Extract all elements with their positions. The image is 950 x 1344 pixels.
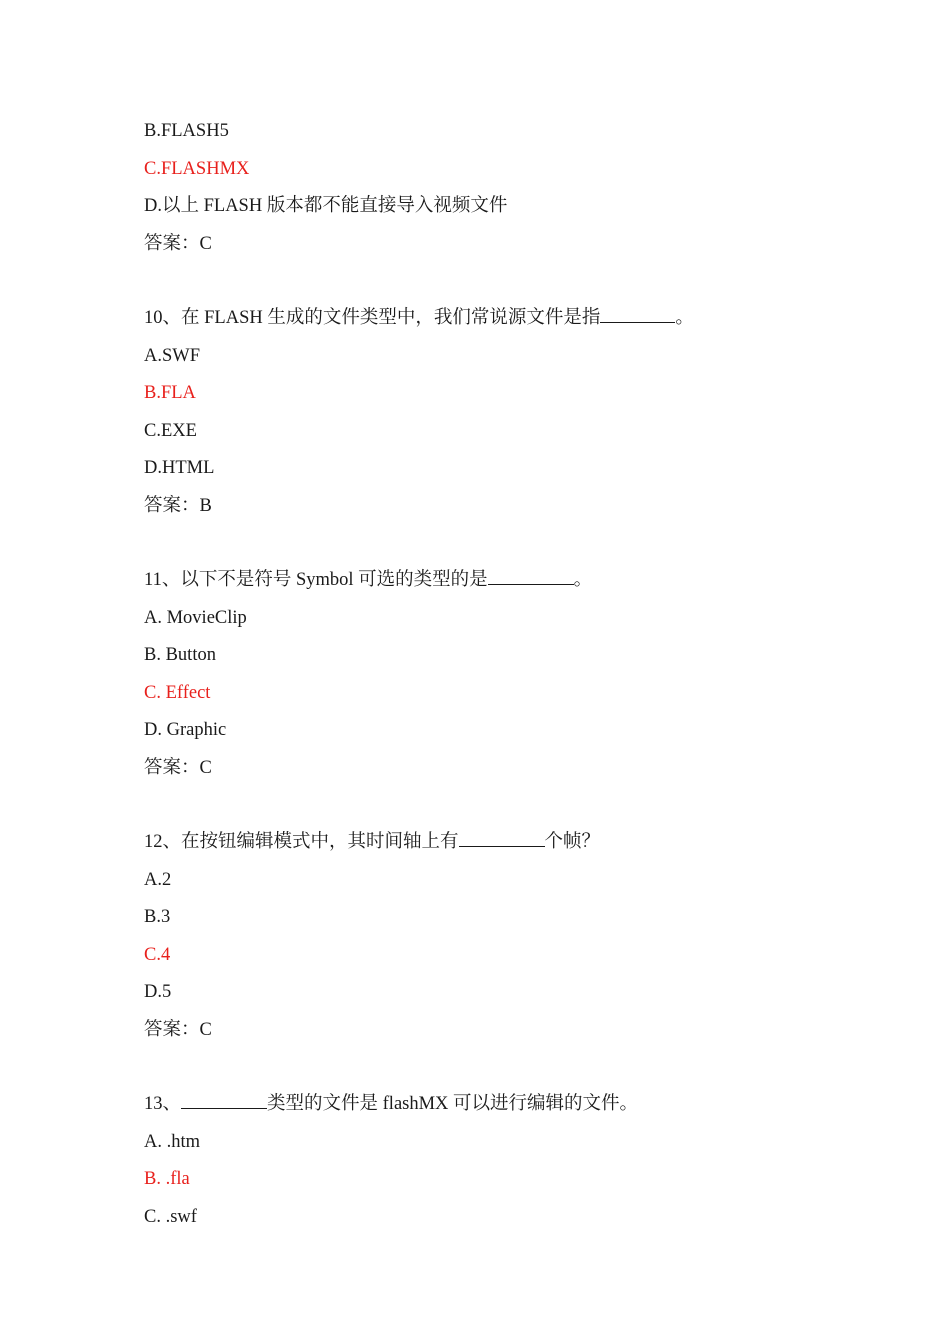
option-c: C.EXE	[144, 420, 197, 441]
question-stem	[144, 300, 844, 338]
option-c-correct: C.FLASHMX	[144, 158, 250, 179]
answer-line: 答案：C	[144, 233, 212, 254]
question-stem	[144, 1086, 844, 1124]
question-11	[144, 562, 844, 787]
stem-text: 10、在 FLASH 生成的文件类型中，我们常说源文件是指	[144, 308, 601, 328]
fill-blank	[459, 831, 545, 847]
stem-text: 12、在按钮编辑模式中，其时间轴上有	[144, 832, 459, 852]
fill-blank	[600, 307, 675, 323]
option-d: D.HTML	[144, 458, 215, 478]
option-a: A. .htm	[144, 1131, 201, 1152]
stem-text-end: 类型的文件是 flashMX 可以进行编辑的文件。	[267, 1094, 639, 1114]
fill-blank	[181, 1093, 267, 1109]
stem-text: 13、	[144, 1094, 182, 1114]
spacer	[144, 1049, 844, 1086]
stem-text-end: 。	[573, 570, 593, 590]
option-b: B. Button	[144, 645, 216, 665]
question-stem	[144, 562, 844, 600]
question-10	[144, 300, 844, 525]
stem-text: 11、以下不是符号 Symbol 可选的类型的是	[144, 570, 488, 590]
option-b-correct: B. .fla	[144, 1169, 190, 1189]
option-c-correct: C.4	[144, 944, 171, 965]
option-b-correct: B.FLA	[144, 383, 196, 403]
spacer	[144, 525, 844, 562]
stem-text-end: 。	[675, 308, 694, 328]
spacer	[144, 263, 844, 300]
option-a: A. MovieClip	[144, 607, 247, 628]
question-13	[144, 1086, 844, 1236]
option-c: C. .swf	[144, 1206, 197, 1227]
option-d: D. Graphic	[144, 720, 227, 740]
fill-blank	[488, 569, 574, 585]
document-page	[144, 113, 844, 1236]
question-9	[144, 113, 844, 263]
option-c-correct: C. Effect	[144, 682, 211, 703]
stem-text-end: 个帧？	[544, 832, 601, 852]
option-d: D.5	[144, 982, 172, 1002]
answer-line: 答案：C	[144, 757, 212, 778]
question-stem	[144, 824, 844, 862]
question-12	[144, 824, 844, 1049]
answer-line: 答案：C	[144, 1019, 212, 1040]
option-a: A.2	[144, 869, 172, 890]
option-b: B.FLASH5	[144, 121, 229, 141]
option-b: B.3	[144, 907, 171, 927]
spacer	[144, 787, 844, 824]
option-a: A.SWF	[144, 345, 201, 366]
answer-line: 答案：B	[144, 495, 212, 516]
option-d: D.以上 FLASH 版本都不能直接导入视频文件	[144, 196, 508, 216]
